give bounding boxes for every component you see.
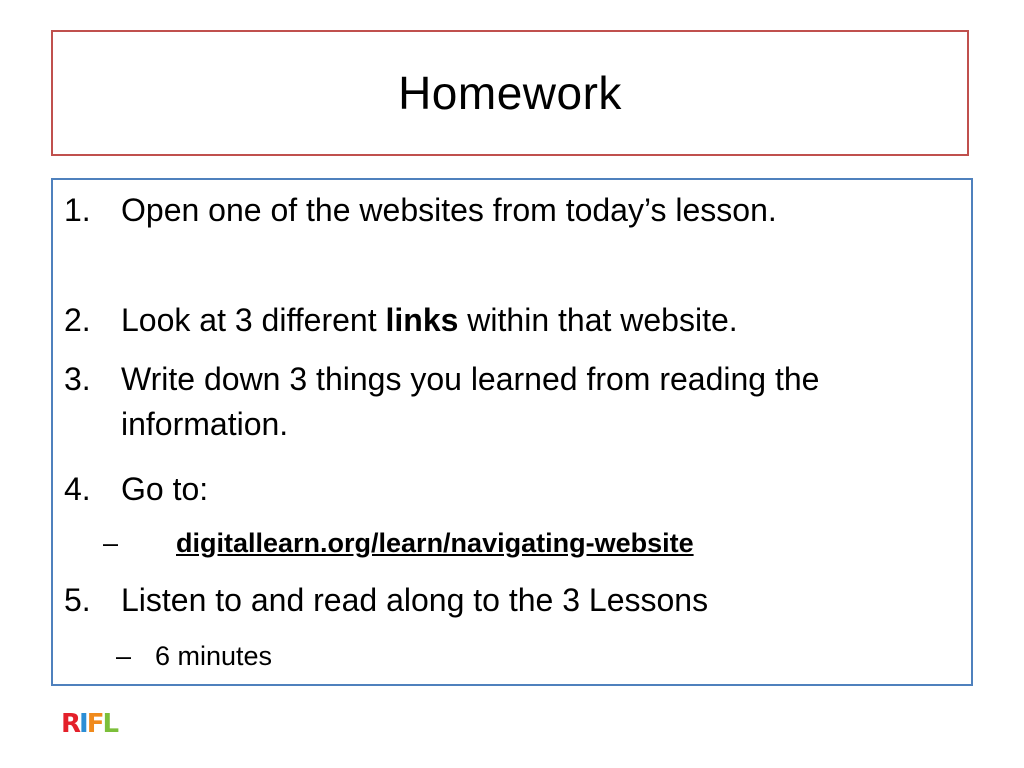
dash-bullet: – — [103, 528, 119, 558]
logo-letter-r: R — [61, 709, 80, 739]
logo-letter-f: F — [86, 709, 103, 739]
list-number: 3. — [64, 361, 91, 397]
website-link[interactable]: digitallearn.org/learn/navigating-website — [176, 528, 694, 558]
emphasis-links: links — [385, 302, 459, 338]
page-title: Homework — [398, 67, 622, 119]
title-box — [51, 30, 969, 156]
list-number: 4. — [64, 471, 91, 507]
list-text: Open one of the websites from today’s lesson. — [121, 192, 777, 228]
logo-letter-l: L — [102, 709, 118, 739]
list-text: Go to: — [121, 471, 209, 507]
logo-letter-i: I — [79, 709, 87, 739]
list-text: Listen to and read along to the 3 Lessons — [121, 582, 709, 618]
list-text-before: Look at 3 different — [121, 302, 386, 338]
list-text — [121, 298, 961, 343]
list-text: Write down 3 things you learned from reading the information. — [121, 361, 820, 442]
content-box — [51, 178, 973, 686]
list-number: 5. — [64, 582, 91, 618]
rifl-logo — [61, 709, 117, 739]
dash-bullet: – — [116, 641, 132, 671]
list-number: 2. — [64, 302, 91, 338]
list-text-after: within that website. — [458, 302, 738, 338]
list-number: 1. — [64, 192, 91, 228]
duration-text: 6 minutes — [155, 641, 273, 671]
